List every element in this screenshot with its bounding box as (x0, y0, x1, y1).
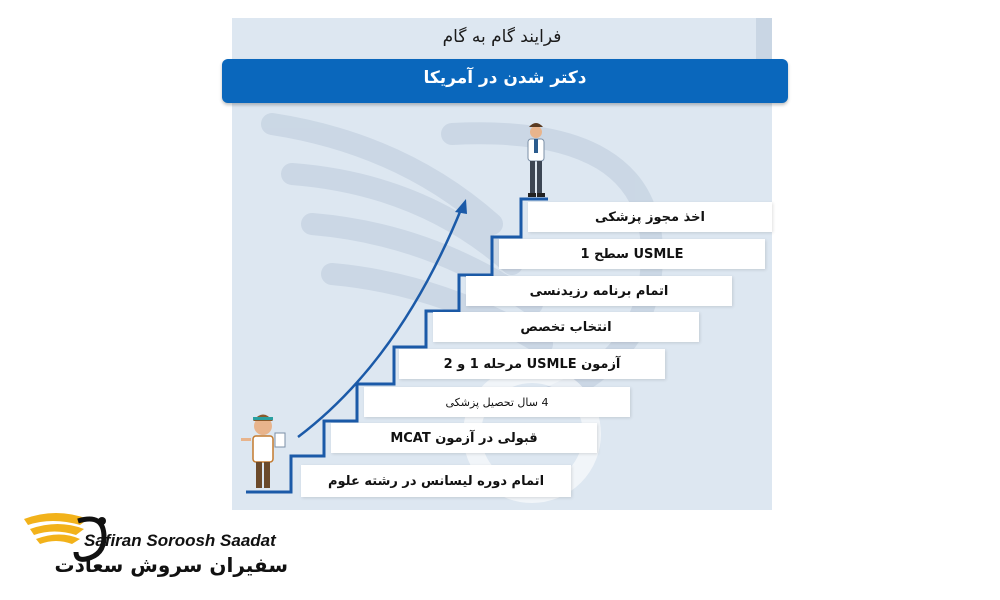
step-box: آزمون USMLE مرحله 1 و 2 (399, 349, 665, 379)
step-box: اتمام برنامه رزیدنسی (466, 276, 732, 306)
page-title: دکتر شدن در آمریکا (222, 59, 788, 103)
page-subtitle: فرایند گام به گام (442, 27, 562, 47)
step-box: USMLE سطح 1 (499, 239, 765, 269)
logo-text-fa: سفیران سروش سعادت (54, 553, 288, 577)
step-box: 4 سال تحصیل پزشکی (364, 387, 630, 417)
step-box: اتمام دوره لیسانس در رشته علوم (301, 465, 571, 497)
student-doctor-icon (241, 415, 285, 489)
step-box: اخذ مجوز پزشکی (528, 202, 772, 232)
graduate-doctor-icon (528, 123, 545, 197)
logo-text-en: Safiran Soroosh Saadat (84, 531, 276, 550)
step-box: انتخاب تخصص (433, 312, 699, 342)
step-box: قبولی در آزمون MCAT (331, 423, 597, 453)
